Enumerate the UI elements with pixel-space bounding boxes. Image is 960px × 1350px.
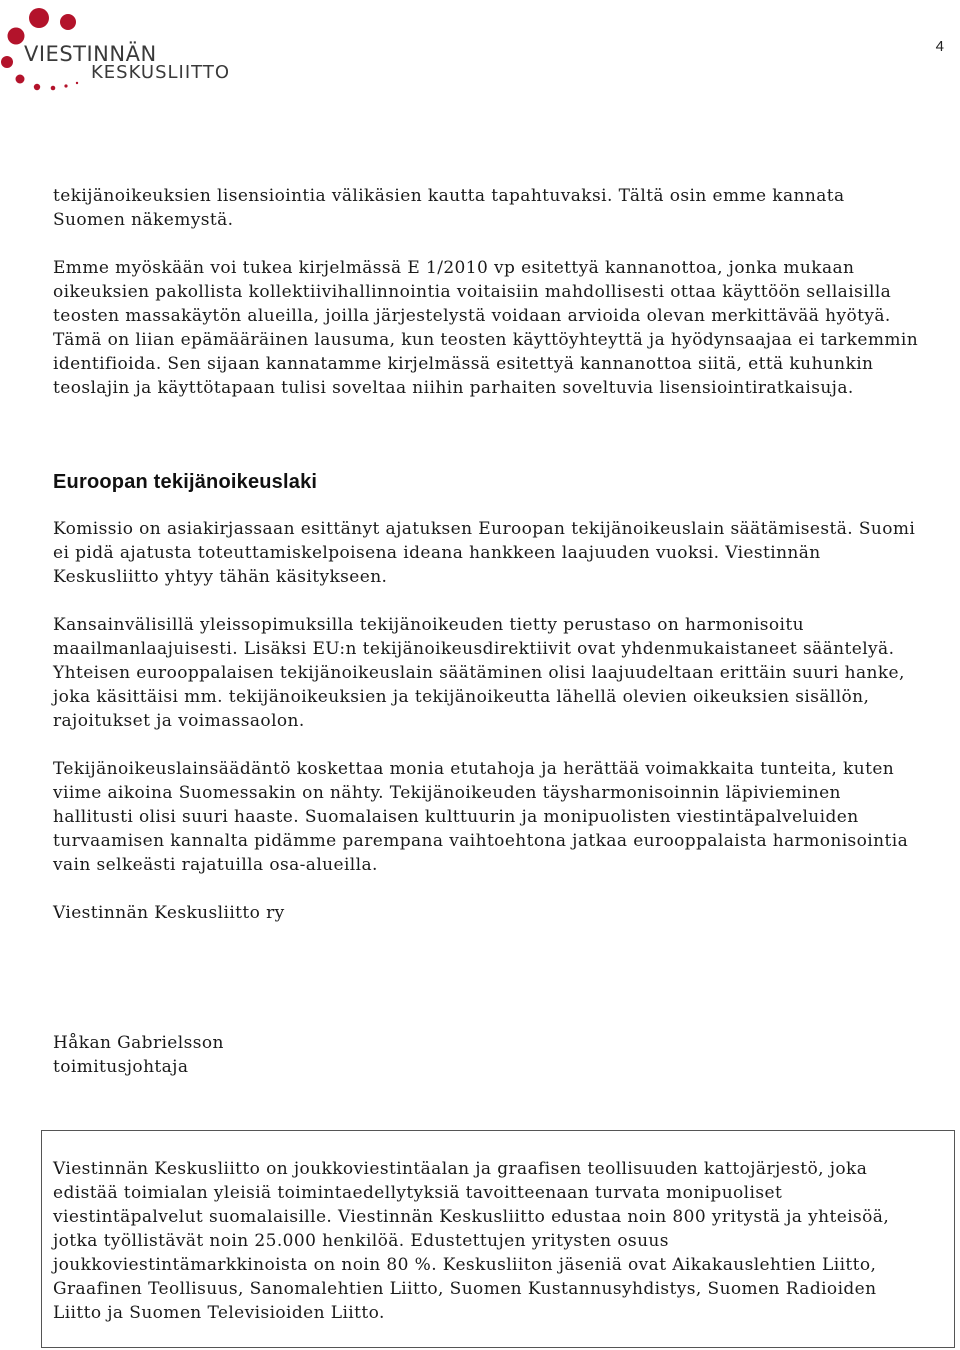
signer-name: Håkan Gabrielsson (53, 1033, 224, 1053)
logo-dot (8, 28, 25, 45)
organization-description: Viestinnän Keskusliitto on joukkoviestintäalan ja graafisen teollisuuden kattojärjestö, joka edistää toimialan yleisiä toimintaedellytyksiä tavoitteenaan turvata monipuoliset viestintäpalvelut suomalaisille. Viestinnän Keskusliitto edustaa noin 800 yritystä ja yhteisöä, jotka työllistävät noin 25.000 henkilöä. Edustettujen yritysten osuus joukkoviestintämarkkinoista on noin 80 %. Keskusliiton jäseniä ovat Aikakauslehtien Liitto, Graafinen Teollisuus, Sanomalehtien Liitto, Suomen Kustannusyhdistys, Suomen Radioiden Liitto ja Suomen Televisioiden Liitto. (53, 1159, 890, 1323)
logo-dot (76, 82, 78, 84)
paragraph-continuation: tekijänoikeuksien lisensiointia välikäsien kautta tapahtuvaksi. Tältä osin emme kannata Suomen näkemystä. (53, 186, 845, 230)
logo-dot (64, 84, 67, 87)
logo-wordmark-line2: KESKUSLIITTO (91, 62, 231, 83)
signoff-organization: Viestinnän Keskusliitto ry (53, 903, 285, 923)
organization-info-box (41, 1130, 955, 1348)
signer-title: toimitusjohtaja (53, 1057, 189, 1077)
paragraph-legislation: Tekijänoikeuslainsäädäntö koskettaa monia etutahoja ja herättää voimakkaita tunteita, kuten viime aikoina Suomessakin on nähty. Tekijänoikeuden täysharmonisoinnin läpivieminen hallitusti olisi suuri haaste. Suomalaisen kulttuurin ja monipuolisten viestintäpalveluiden turvaamisen kannalta pidämme parempana vaihtoehtona jatkaa eurooppalaista harmonisointia vain selkeästi rajatuilla osa-alueilla. (53, 759, 909, 875)
logo-dot (60, 14, 76, 30)
logo-dot (1, 56, 13, 68)
logo-dot (51, 86, 56, 91)
logo-wordmark-line1: VIESTINNÄN (24, 42, 157, 66)
organization-logo (0, 0, 262, 96)
paragraph-collective-management: Emme myöskään voi tukea kirjelmässä E 1/2010 vp esitettyä kannanottoa, jonka mukaan oikeuksien pakollista kollektiivihallinnointia voitaisiin mahdollisesti ottaa käyttöön sellaisilla teosten massakäytön alueilla, joilla järjestelystä voidaan arvioida olevan merkittävää hyötyä. Tämä on liian epämääräinen lausuma, kun teosten käyttöyhteyttä ja hyödynsaajaa ei tarkemmin identifioida. Sen sijaan kannatamme kirjelmässä esitettyä kannanottoa siitä, että kuhunkin teoslajin ja käyttötapaan tulisi soveltaa niihin parhaiten soveltuvia lisensiointiratkaisuja. (53, 258, 919, 398)
paragraph-international-conventions: Kansainvälisillä yleissopimuksilla tekijänoikeuden tietty perustaso on harmonisoitu maailmanlaajuisesti. Lisäksi EU:n tekijänoikeusdirektiivit ovat yhdenmukaistaneet sääntelyä. Yhteisen eurooppalaisen tekijänoikeuslain säätäminen olisi laajuudeltaan erittäin suuri hanke, joka käsittäisi mm. tekijänoikeuksien ja tekijänoikeutta lähellä olevien oikeuksien sisällön, rajoitukset ja voimassaolon. (53, 615, 905, 731)
document-body (53, 184, 953, 1079)
logo-dot (34, 84, 40, 90)
paragraph-commission: Komissio on asiakirjassaan esittänyt ajatuksen Euroopan tekijänoikeuslain säätämisestä. Suomi ei pidä ajatusta toteuttamiskelpoisena ideana hankkeen laajuuden vuoksi. Viestinnän Keskusliitto yhtyy tähän käsitykseen. (53, 519, 916, 587)
logo-dot (29, 8, 49, 28)
logo-dot (16, 75, 25, 84)
section-heading: Euroopan tekijänoikeuslaki (53, 471, 318, 493)
page-number: 4 (935, 38, 944, 55)
